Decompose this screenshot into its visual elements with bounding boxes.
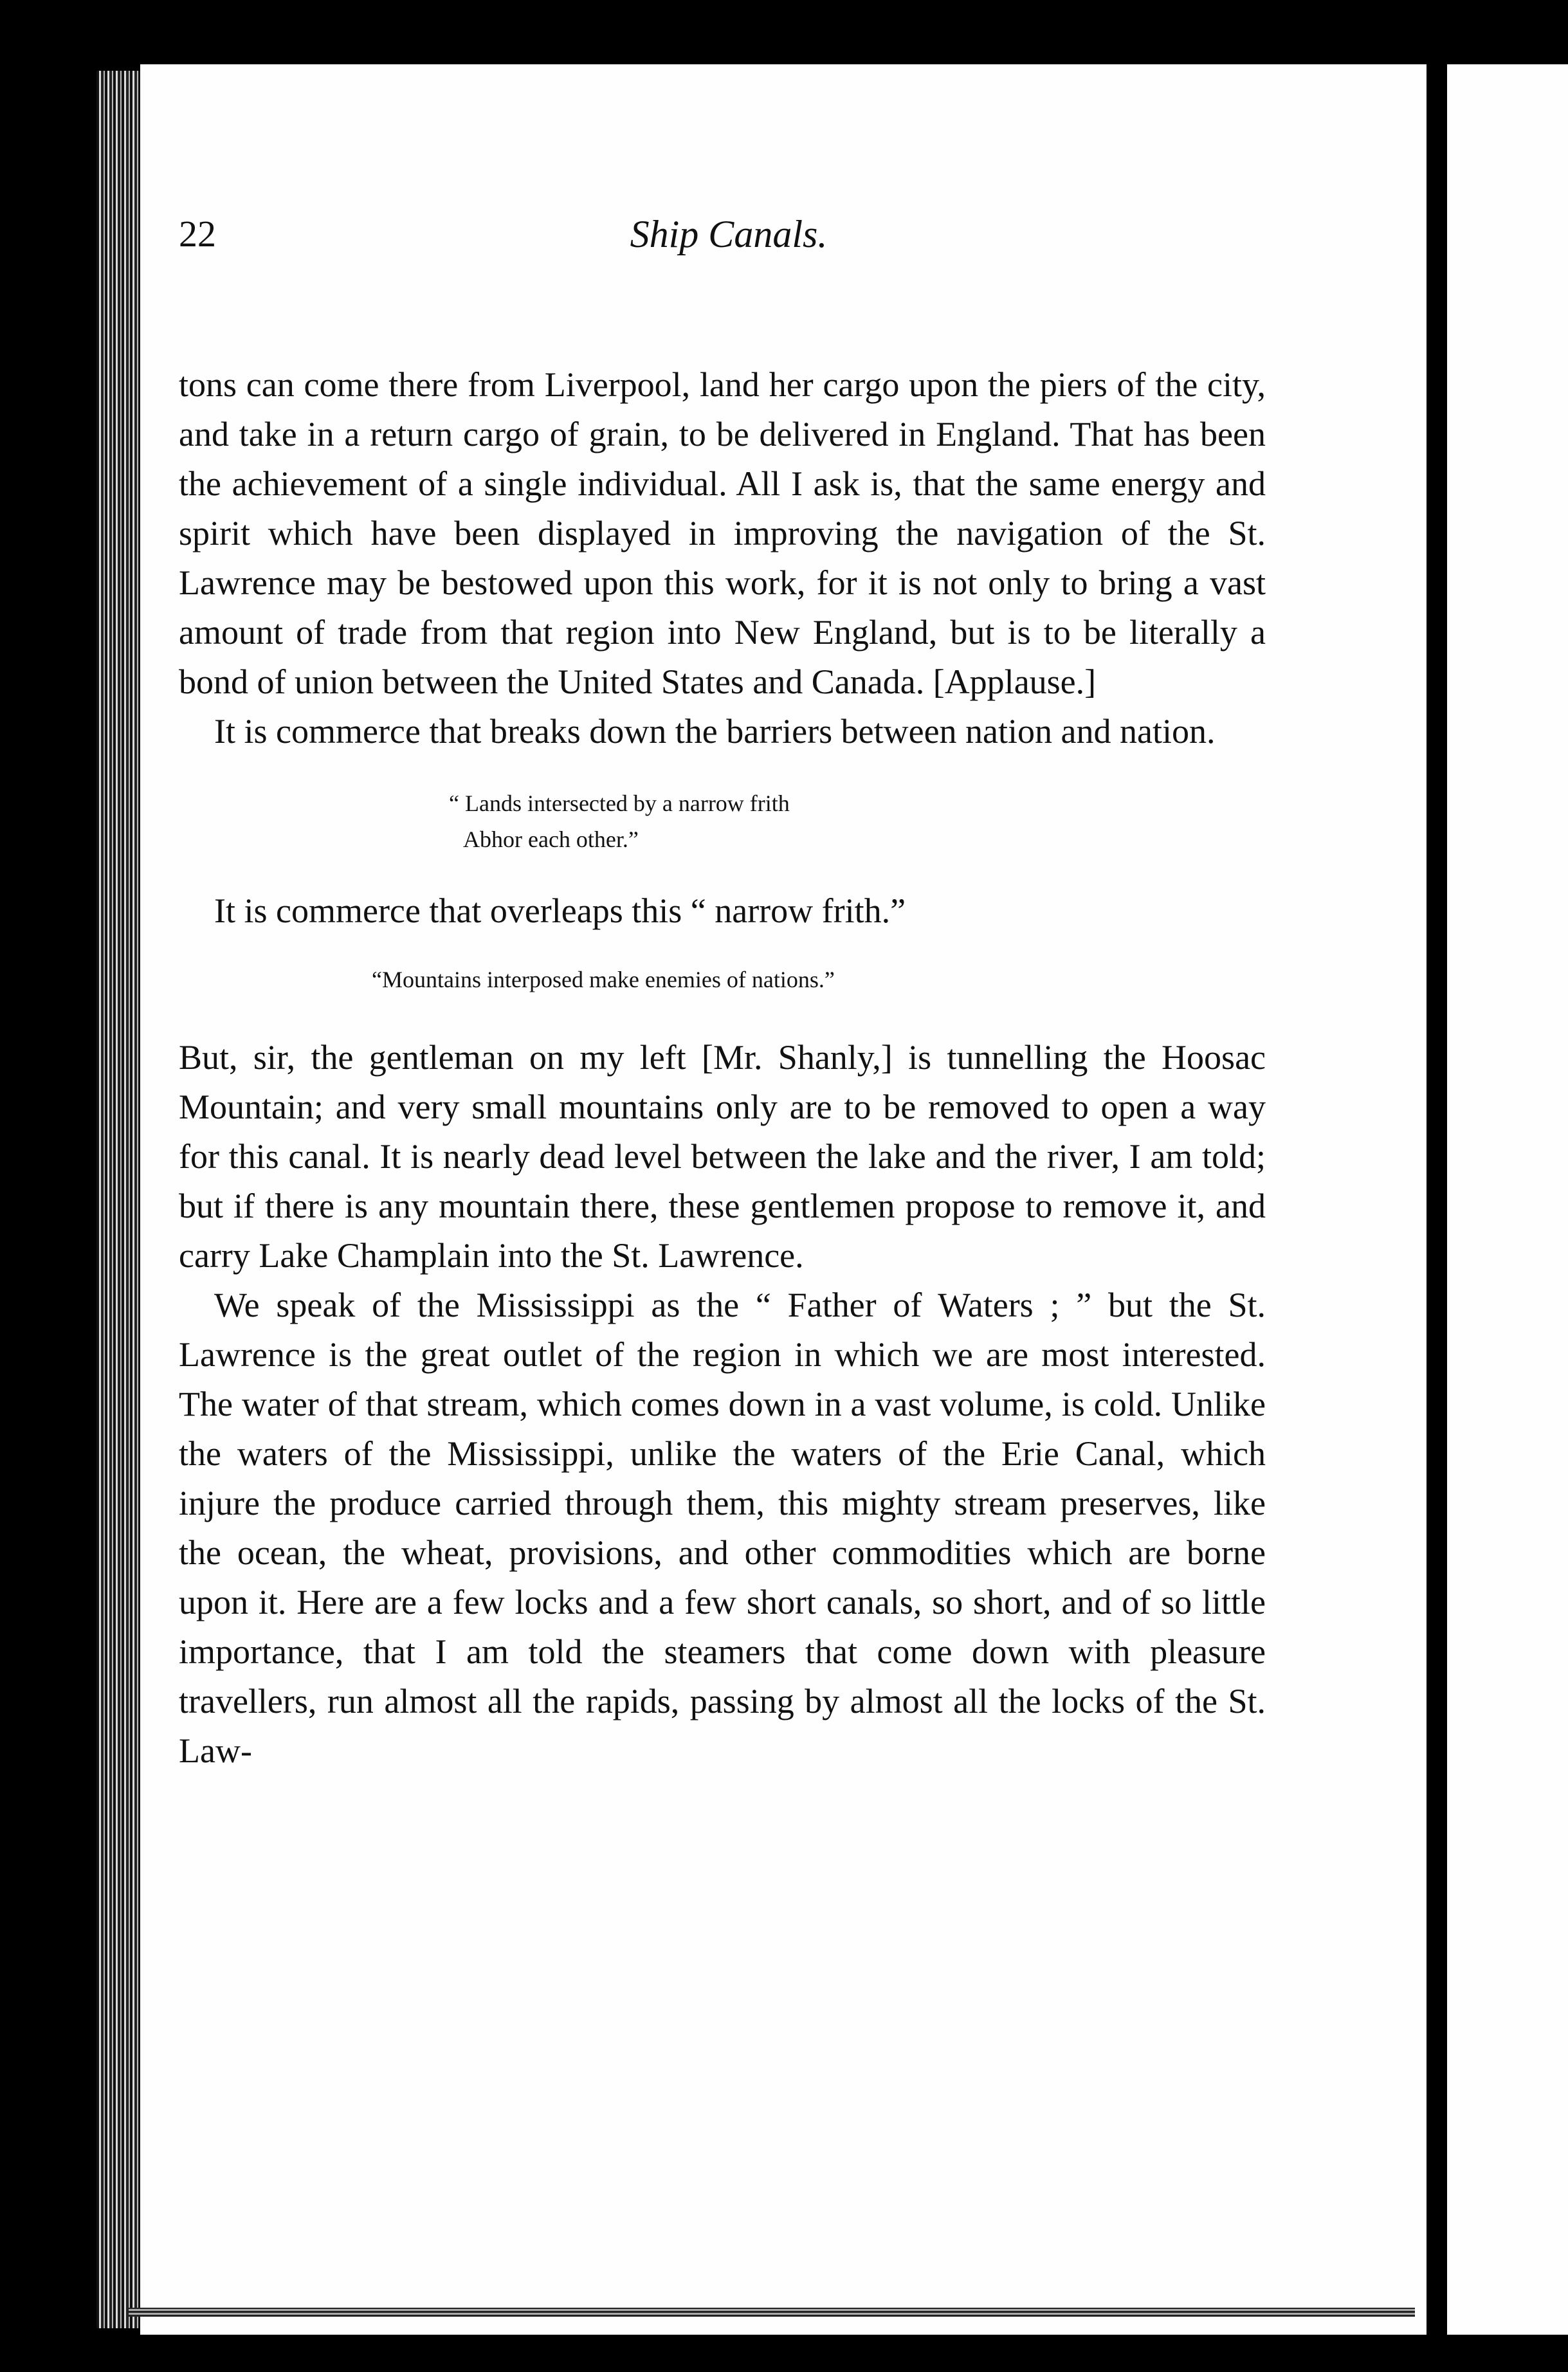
paragraph-1: tons can come there from Liverpool, land her cargo upon the piers of the city, and take in a return cargo of grain, to be delivered in England. That has been the achievement of a single individual. All I ask is, that the same energy and spirit which have been displayed in improving the navigation of the St. Lawrence may be bestowed upon this work, for it is not only to bring a vast amount of trade from that region into New England, but is to be literally a bond of union between the United States and Canada. [Applause.]	[179, 365, 1266, 701]
paragraph-3: It is commerce that overleaps this “ narrow frith.”	[214, 891, 906, 930]
adjacent-page-edge	[1447, 64, 1568, 2335]
mountains-quote: “Mountains interposed make enemies of nations.”	[372, 967, 835, 992]
paragraph-5: We speak of the Mississippi as the “ Father of Waters ; ” but the St. Lawrence is the great outlet of the region in which we are most interested. The water of that stream, which comes down in a vast volume, is cold. Unlike the waters of the Mississippi, unlike the waters of the Erie Canal, which injure the produce carried through them, this mighty stream preserves, like the ocean, the wheat, provisions, and other commodities which are borne upon it. Here are a few locks and a few short canals, so short, and of so little importance, that I am told the steamers that come down with pleasure travellers, run almost all the rapids, passing by almost all the locks of the St. Law-	[179, 1286, 1266, 1770]
page-edge-bottom	[129, 2308, 1415, 2317]
paragraph-4: But, sir, the gentleman on my left [Mr. Shanly,] is tunnelling the Hoosac Mountain; and very small mountains only are to be removed to open a way for this canal. It is nearly dead level between the lake and the river, I am told; but if there is any mountain there, these gentlemen propose to remove it, and carry Lake Champlain into the St. Lawrence.	[179, 1038, 1266, 1275]
verse-line-1: “ Lands intersected by a narrow frith	[449, 790, 790, 816]
verse-line-2: Abhor each other.”	[463, 826, 639, 852]
paragraph-2: It is commerce that breaks down the barriers between nation and nation.	[214, 712, 1216, 751]
body-text	[179, 360, 1266, 1776]
page-number: 22	[179, 213, 216, 255]
page-header	[179, 212, 1279, 277]
running-title: Ship Canals.	[630, 213, 828, 255]
verse-quote	[179, 785, 1266, 857]
